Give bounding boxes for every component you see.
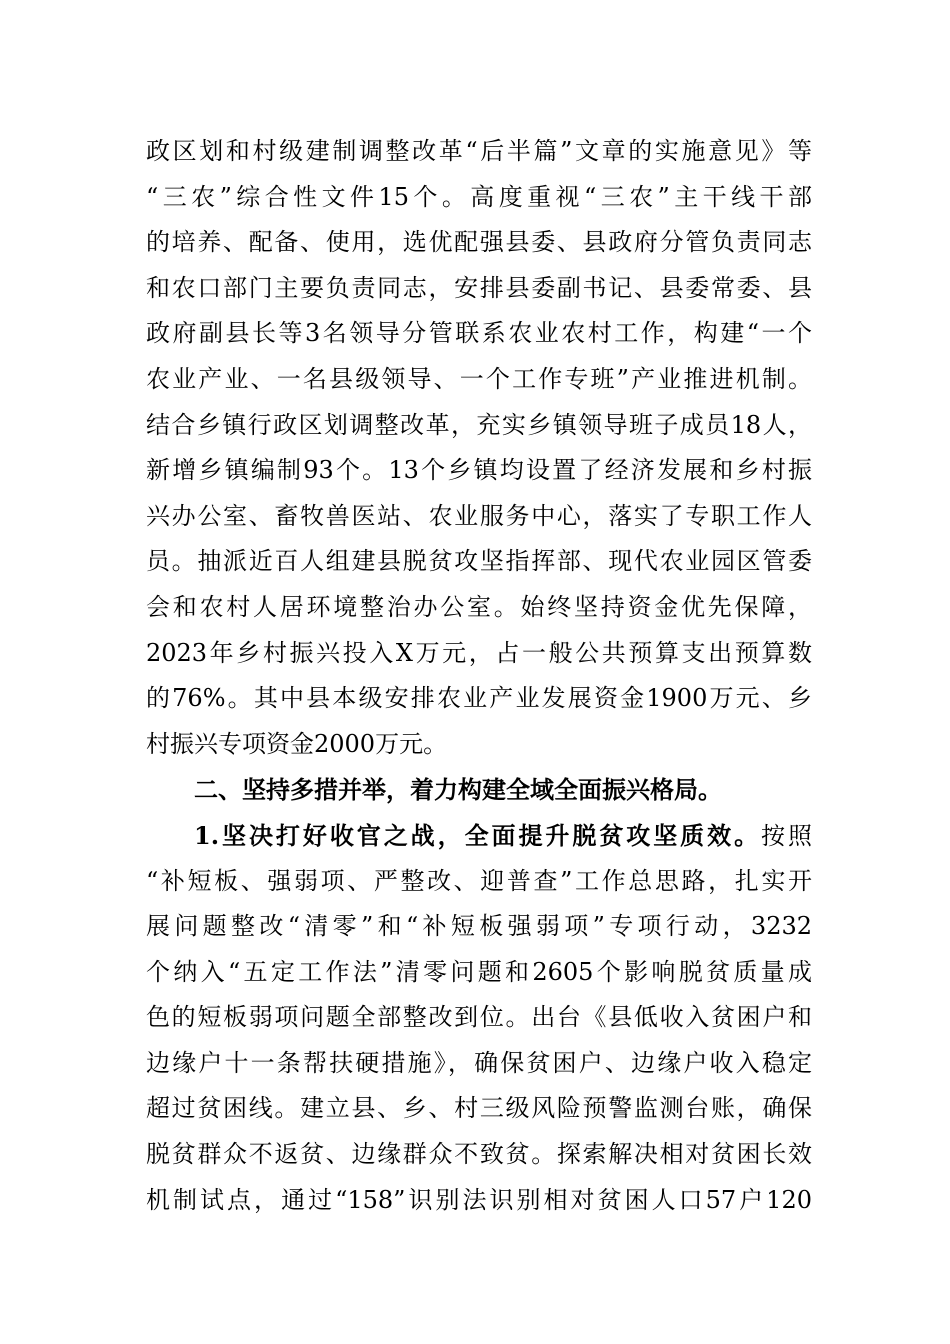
body-line: 机制试点，通过“158”识别法识别相对贫困人口57户120 (146, 1185, 812, 1214)
body-line: “三农”综合性文件15个。高度重视“三农”主干线干部 (146, 182, 812, 211)
body-line: 的76%。其中县本级安排农业产业发展资金1900万元、乡 (146, 684, 812, 713)
body-line: 结合乡镇行政区划调整改革，充实乡镇领导班子成员18人， (146, 410, 812, 439)
body-line: 展问题整改“清零”和“补短板强弱项”专项行动，3232 (146, 912, 812, 941)
body-line: 员。抽派近百人组建县脱贫攻坚指挥部、现代农业园区管委 (146, 547, 812, 576)
body-line: 政区划和村级建制调整改革“后半篇”文章的实施意见》等 (146, 137, 812, 165)
body-line: 个纳入“五定工作法”清零问题和2605个影响脱贫质量成 (146, 957, 812, 986)
subsection-first-line (146, 813, 812, 859)
body-line: 农业产业、一名县级领导、一个工作专班”产业推进机制。 (146, 364, 812, 393)
body-line: “补短板、强弱项、严整改、迎普查”工作总思路，扎实开 (146, 866, 812, 895)
document-body (146, 129, 812, 1223)
body-line: 和农口部门主要负责同志，安排县委副书记、县委常委、县 (146, 273, 812, 302)
body-line: 会和农村人居环境整治办公室。始终坚持资金优先保障， (146, 592, 812, 621)
body-line: 政府副县长等3名领导分管联系农业农村工作，构建“一个 (146, 319, 812, 348)
body-line: 脱贫群众不返贫、边缘群众不致贫。探索解决相对贫困长效 (146, 1140, 812, 1169)
body-line: 色的短板弱项问题全部整改到位。出台《县低收入贫困户和 (146, 1003, 812, 1032)
body-line: 新增乡镇编制93个。13个乡镇均设置了经济发展和乡村振 (146, 456, 812, 485)
body-line: 的培养、配备、使用，选优配强县委、县政府分管负责同志 (146, 228, 812, 257)
subsection-first-line-rest: 按照 (761, 821, 812, 850)
body-line: 村振兴专项资金2000万元。 (146, 729, 448, 758)
body-line: 边缘户十一条帮扶硬措施》，确保贫困户、边缘户收入稳定 (146, 1048, 812, 1077)
body-line: 超过贫困线。建立县、乡、村三级风险预警监测台账，确保 (146, 1094, 812, 1123)
body-line: 2023年乡村振兴投入X万元，占一般公共预算支出预算数 (146, 638, 812, 667)
section-heading: 二、坚持多措并举，着力构建全域全面振兴格局。 (194, 775, 722, 805)
subsection-title: 1.坚决打好收官之战，全面提升脱贫攻坚质效。 (194, 820, 762, 850)
body-line: 兴办公室、畜牧兽医站、农业服务中心，落实了专职工作人 (146, 501, 812, 530)
